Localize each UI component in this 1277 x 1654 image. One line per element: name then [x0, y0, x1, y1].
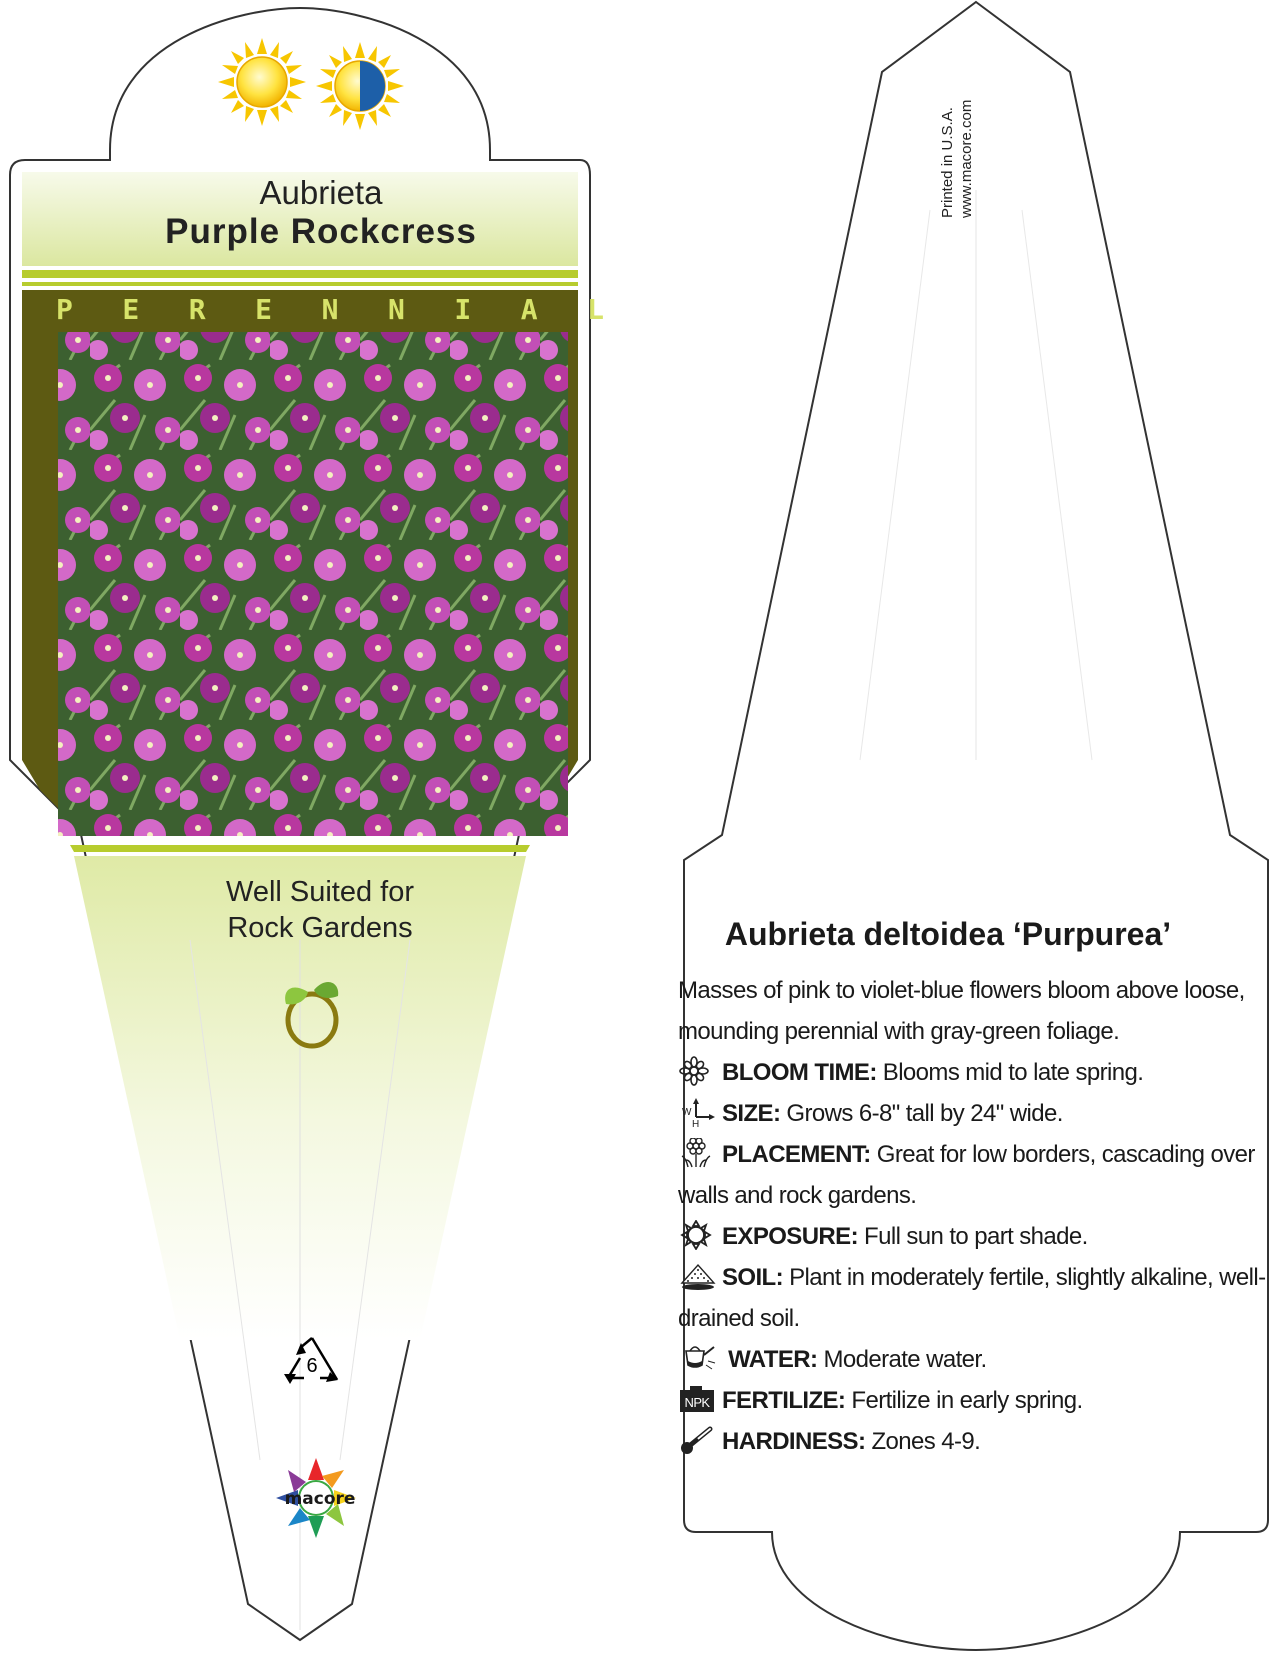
care-placement: PLACEMENT: Great for low borders, cascading over walls and rock gardens.: [678, 1134, 1270, 1216]
care-size: W H SIZE: Grows 6-8" tall by 24" wide.: [678, 1093, 1270, 1134]
placement-icon: [678, 1138, 718, 1168]
thermometer-icon: [678, 1425, 718, 1455]
sun-outline-icon: [678, 1220, 718, 1250]
svg-text:NPK: NPK: [684, 1395, 710, 1410]
soil-icon: [678, 1261, 718, 1291]
care-hardiness: HARDINESS: Zones 4-9.: [678, 1421, 1270, 1462]
full-sun-icon: [218, 38, 306, 126]
botanical-name: Aubrieta deltoidea ‘Purpurea’: [724, 916, 1172, 952]
size-icon: [678, 1097, 718, 1127]
plant-genus: Aubrieta: [259, 174, 383, 211]
recycle-number: 6: [306, 1355, 318, 1377]
flower-icon: [678, 1056, 718, 1086]
care-soil: SOIL: Plant in moderately fertile, slightly alkaline, well-drained soil.: [678, 1257, 1270, 1339]
care-bloom-time: BLOOM TIME: Blooms mid to late spring.: [678, 1052, 1270, 1093]
category-label: P E R E N N I A L: [56, 292, 604, 326]
printer-credit: Printed in U.S.A. www.macore.com: [939, 99, 975, 218]
watering-can-icon: [678, 1343, 718, 1373]
npk-icon: [678, 1384, 718, 1414]
plant-photo: [58, 332, 568, 836]
care-fertilize: NPK FERTILIZE: Fertilize in early spring.: [678, 1380, 1270, 1421]
tagline: Well Suited for Rock Gardens: [225, 876, 415, 944]
svg-text:W: W: [682, 1107, 691, 1118]
brand-name: macore: [284, 1489, 356, 1509]
part-sun-icon: [316, 42, 404, 130]
svg-text:H: H: [692, 1119, 699, 1127]
plant-common-name: Purple Rockcress: [165, 212, 477, 251]
care-exposure: EXPOSURE: Full sun to part shade.: [678, 1216, 1270, 1257]
care-water: WATER: Moderate water.: [678, 1339, 1270, 1380]
plant-description: Masses of pink to violet-blue flowers bloom above loose, mounding perennial with gray-green foliage.: [678, 977, 1245, 1045]
care-info: [678, 970, 1270, 1462]
